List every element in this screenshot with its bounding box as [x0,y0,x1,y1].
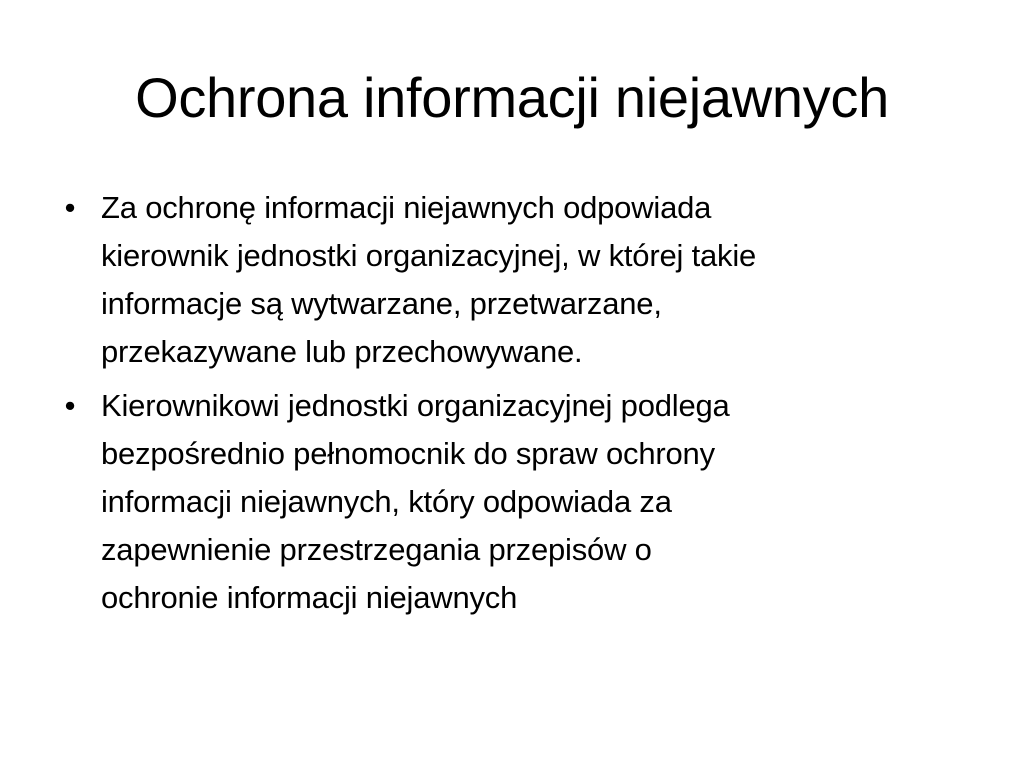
bullet-1-line-2: kierownik jednostki organizacyjnej, w której takie [101,238,757,273]
bullet-2-line-3: informacji niejawnych, który odpowiada za [101,484,672,519]
bullet-2-line-5: ochronie informacji niejawnych [101,580,518,615]
bullet-marker: • [64,388,76,423]
bullet-item-1 [60,184,980,376]
bullet-2-line-1: Kierownikowi jednostki organizacyjnej podlega [101,388,730,423]
bullet-list [60,184,980,628]
bullet-1-line-1: Za ochronę informacji niejawnych odpowiada [101,190,712,225]
bullet-marker: • [64,190,76,225]
bullet-2-line-2: bezpośrednio pełnomocnik do spraw ochrony [101,436,715,471]
bullet-1-line-4: przekazywane lub przechowywane. [101,334,583,369]
slide-title: Ochrona informacji niejawnych [135,66,889,129]
bullet-2-line-4: zapewnienie przestrzegania przepisów o [101,532,652,567]
bullet-item-2 [60,382,980,622]
bullet-1-line-3: informacje są wytwarzane, przetwarzane, [101,286,662,321]
